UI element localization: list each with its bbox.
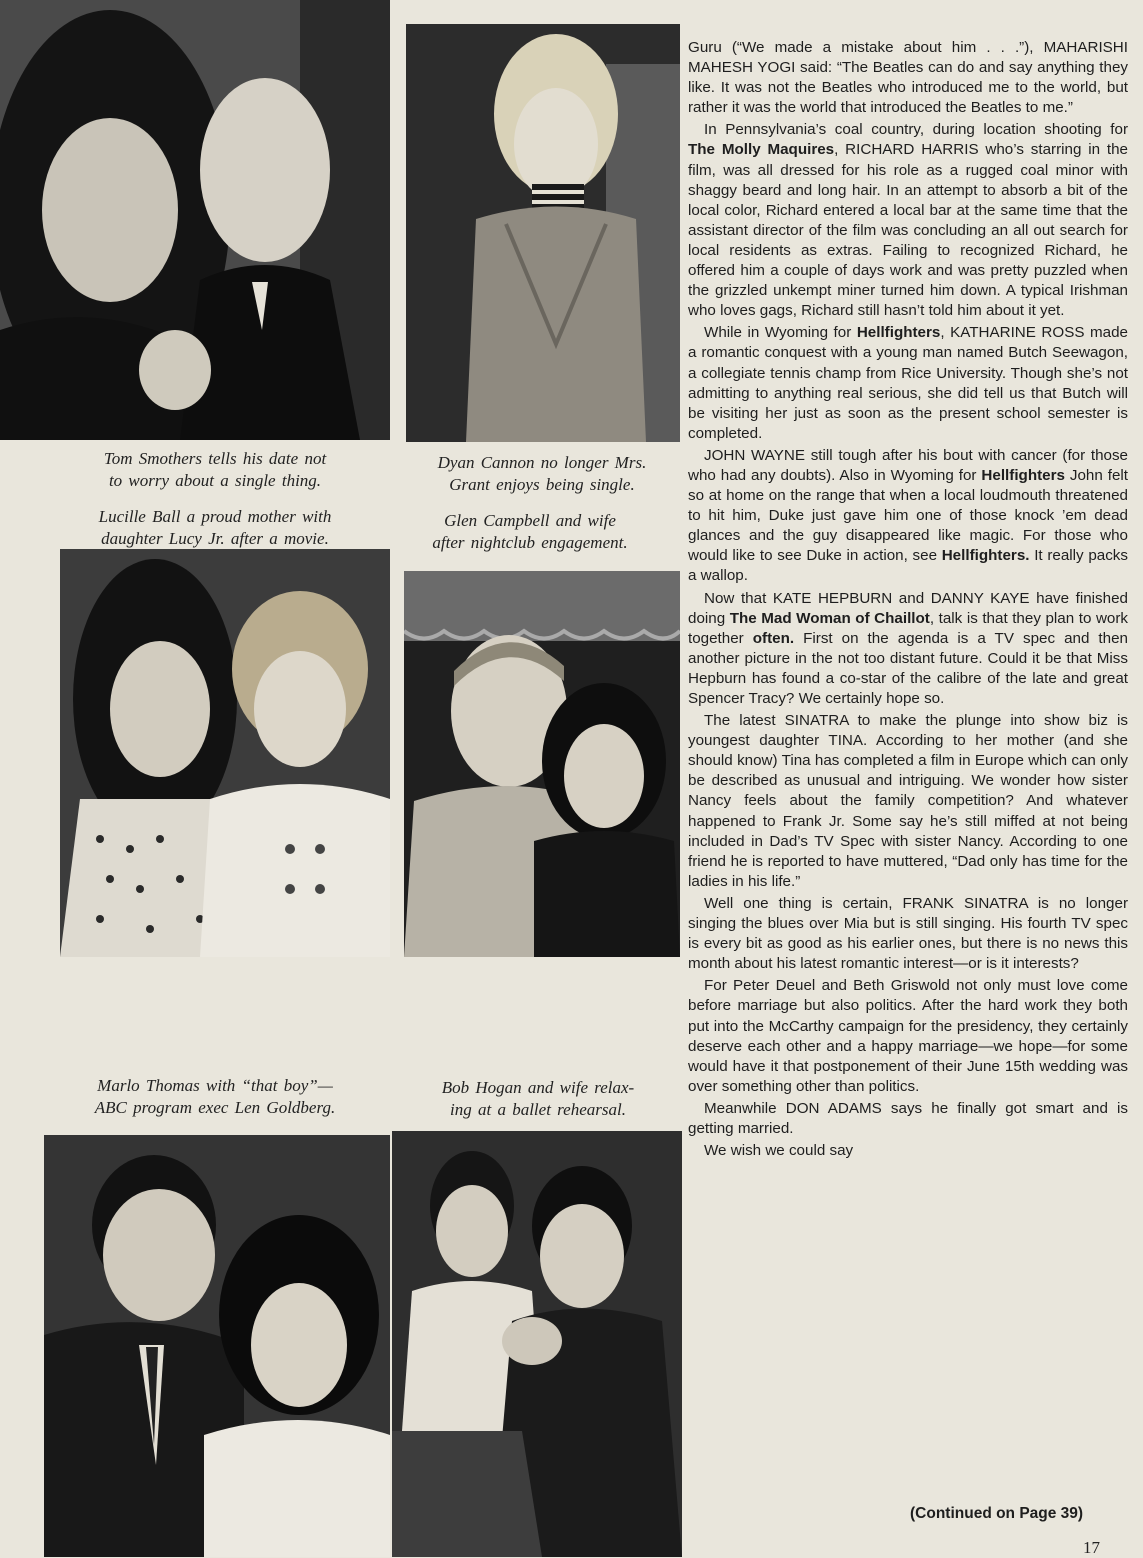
photo-lucille-ball [60, 549, 390, 957]
article-paragraph: Guru (“We made a mistake about him . . .”), MAHARISHI MAHESH YOGI said: “The Beatles can do and say anything they like. It was not the Beatles who introduced me to the world, but rather it was the world that introduced the Beatles to me.” [688, 39, 1128, 117]
photo-dyan-cannon [406, 24, 680, 442]
caption-dyan-cannon: Dyan Cannon no longer Mrs. Grant enjoys being single. [437, 453, 647, 494]
article-column [688, 38, 1128, 1163]
caption-glen-campbell: Glen Campbell and wife after nightclub engagement. [432, 511, 628, 552]
article-paragraph: Well one thing is certain, FRANK SINATRA is no longer singing the blues over Mia but is still singing. His fourth TV spec is every bit as good as his earlier ones, but there is no news this month about his latest romantic interest—or is it interests? [688, 894, 1128, 973]
article-paragraph: JOHN WAYNE still tough after his bout with cancer (for those who had any doubts). Also in Wyoming for Hellfighters John felt so at home on the range that when a local loudmouth threatened to hit him, Duke just gave him one of those knock ’em dead glances and the guy disappeared like magic. For those who would like to see Duke in action, see Hellfighters. It really packs a wallop. [688, 446, 1129, 585]
caption-bob-hogan: Bob Hogan and wife relax- ing at a ballet rehearsal. [441, 1078, 635, 1119]
photo-tom-smothers [0, 0, 390, 440]
article-paragraph: We wish we could say [704, 1142, 854, 1160]
photo-glen-campbell [404, 571, 680, 957]
caption-tom-smothers: Tom Smothers tells his date not to worry about a single thing. [103, 449, 327, 490]
article-paragraph: While in Wyoming for Hellfighters, KATHARINE ROSS made a romantic conquest with a young man named Butch Seewagon, a collegiate tennis champ from Rice University. Though she’s not admitting to anything real serious, she did tell us that Butch will be visiting her just as soon as the present school semester is completed. [688, 324, 1128, 442]
page-number: 17 [1083, 1538, 1100, 1557]
photo-marlo-thomas [44, 1135, 390, 1557]
caption-lucille-ball: Lucille Ball a proud mother with daughter Lucy Jr. after a movie. [98, 507, 332, 548]
continued-on-page: (Continued on Page 39) [910, 1505, 1084, 1522]
article-paragraph: In Pennsylvania’s coal country, during location shooting for The Molly Maquires, RICHARD HARRIS who’s starring in the film, was all dressed for his role as a rugged coal minor with shaggy beard and long hair. In an attempt to absorb a bit of the local color, Richard entered a local bar at the same time that the assistant director of the film was concluding an all out search for local residents as extras. Failing to recognized Richard, he offered him a couple of days work and was pretty puzzled when the grizzled unkempt miner turned him down. A typical Irishman who loves gags, Richard still hasn’t told him about it yet. [688, 121, 1128, 320]
article-paragraph: The latest SINATRA to make the plunge into show biz is youngest daughter TINA. According to her mother (and she should know) Tina has completed a film in Europe which can only be described as unusual and intriguing. We wonder how sister Nancy feels about the family competition? And whatever happened to Frank Jr. Some say he’s still miffed at not being included in Dad’s TV Spec with sister Nancy. According to one friend he is reported to have muttered, “Dad only has time for the ladies in his life.” [688, 712, 1128, 890]
article-paragraph: Now that KATE HEPBURN and DANNY KAYE have finished doing The Mad Woman of Chaillot, talk is that they plan to work together often. First on the agenda is a TV spec and then another picture in the not too distant future. Could it be that Miss Hepburn has found a co-star of the calibre of the late and great Spencer Tracy? We certainly hope so. [688, 589, 1129, 707]
article-paragraph: For Peter Deuel and Beth Griswold not only must love come before marriage but also politics. After the hard work they both put into the McCarthy campaign for the presidency, they certainly deserve each other and a happy marriage—we hope—for some would have it that postponement of their June 15th wedding was over something other than politics. [688, 977, 1128, 1095]
article-paragraph: Meanwhile DON ADAMS says he finally got smart and is getting married. [688, 1099, 1128, 1137]
caption-marlo-thomas: Marlo Thomas with “that boy”— ABC program exec Len Goldberg. [94, 1076, 336, 1117]
photo-bob-hogan [392, 1131, 682, 1557]
